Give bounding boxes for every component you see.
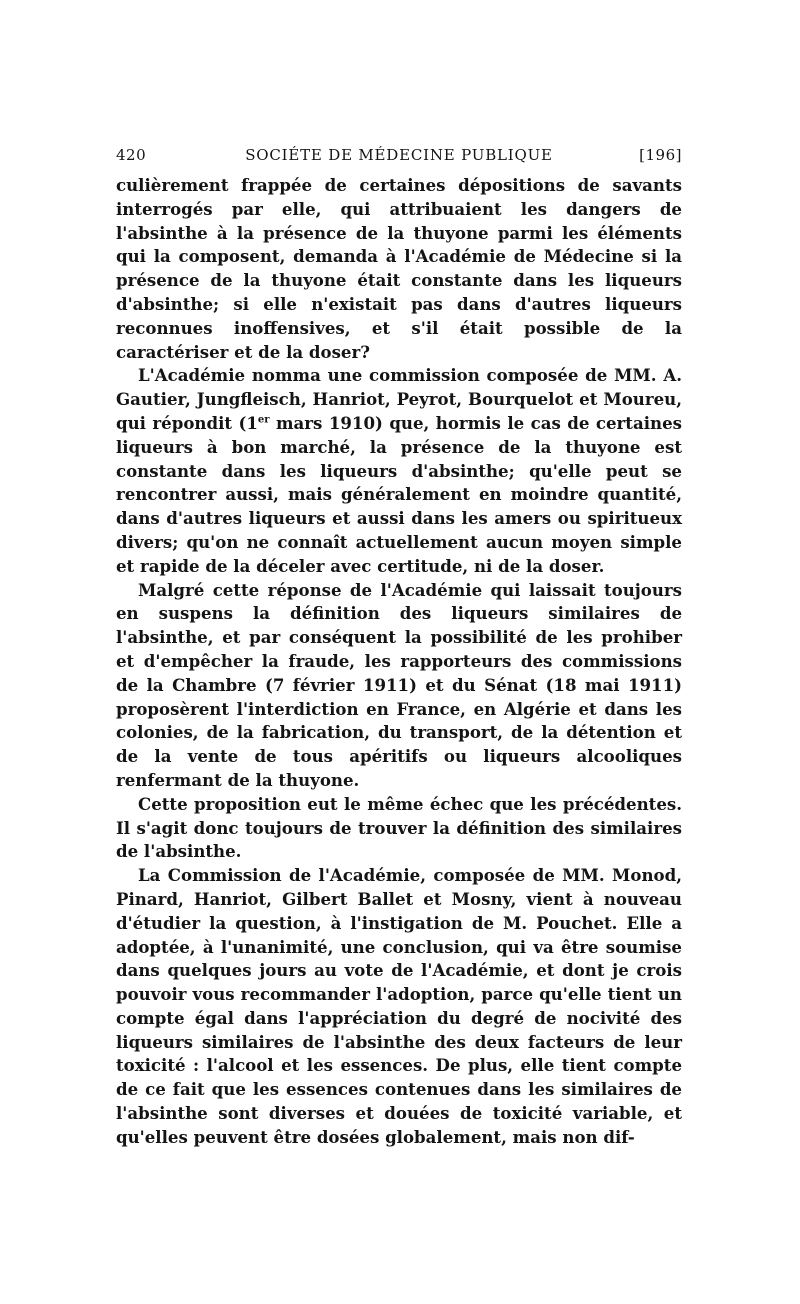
- paragraph-continuation: culièrement frappée de certaines dépositions de savants interrogés par elle, qui attribuaient les dangers de l'absinthe à la présence de la thuyone parmi les éléments qui la composent, demanda à l'Académie de Médecine si la présence de la thuyone était constante dans les liqueurs d'absinthe; si elle n'existait pas dans d'autres liqueurs reconnues inoffensives, et s'il était possible de la caractériser et de la doser?: [116, 175, 682, 362]
- page-number: 420: [116, 146, 147, 164]
- paragraph-text-before-date: L'Académie nomma une commission composée de MM. A. Gautier, Jungfleisch, Hanriot, Peyrot, Bourquelot et Moureu, qui répondit (1: [116, 365, 682, 433]
- running-title: SOCIÉTE DE MÉDECINE PUBLIQUE: [245, 146, 553, 164]
- bracket-page-number: [196]: [639, 146, 682, 164]
- paragraph-text-after-date: mars 1910) que, hormis le cas de certaines liqueurs à bon marché, la présence de la thuyone est constante dans les liqueurs d'absinthe; qu'elle peut se rencontrer aussi, mais généralement en moindre quantité, dans d'autres liqueurs et aussi dans les amers ou spiritueux divers; qu'on ne connaît actuellement aucun moyen simple et rapide de la déceler avec certitude, ni de la doser.: [116, 412, 682, 576]
- body-text: [116, 174, 682, 1150]
- paragraph-commission-academie: La Commission de l'Académie, composée de MM. Monod, Pinard, Hanriot, Gilbert Ballet et Mosny, vient à nouveau d'étudier la question, à l'instigation de M. Pouchet. Elle a adoptée, à l'unanimité, une conclusion, qui va être soumise dans quelques jours au vote de l'Académie, et dont je crois pouvoir vous recommander l'adoption, parce qu'elle tient un compte égal dans l'appréciation du degré de nocivité des liqueurs similaires de l'absinthe des deux facteurs de leur toxicité : l'alcool et les essences. De plus, elle tient compte de ce fait que les essences contenues dans les similaires de l'absinthe sont diverses et douées de toxicité variable, et qu'elles peuvent être dosées globalement, mais non dif-: [116, 865, 682, 1147]
- paragraph-academie-commission: [116, 364, 682, 578]
- paragraph-proposition: Cette proposition eut le même échec que les précédentes. Il s'agit donc toujours de trouver la définition des similaires de l'absinthe.: [116, 793, 682, 862]
- running-header: [116, 146, 682, 172]
- book-page: [116, 146, 682, 1150]
- ordinal-superscript: er: [257, 414, 270, 426]
- paragraph-malgre: Malgré cette réponse de l'Académie qui laissait toujours en suspens la définition des liqueurs similaires de l'absinthe, et par conséquent la possibilité de les prohiber et d'empêcher la fraude, les rapporteurs des commissions de la Chambre (7 février 1911) et du Sénat (18 mai 1911) proposèrent l'interdiction en France, en Algérie et dans les colonies, de la fabrication, du transport, de la détention et de la vente de tous apéritifs ou liqueurs alcooliques renfermant de la thuyone.: [116, 579, 682, 790]
